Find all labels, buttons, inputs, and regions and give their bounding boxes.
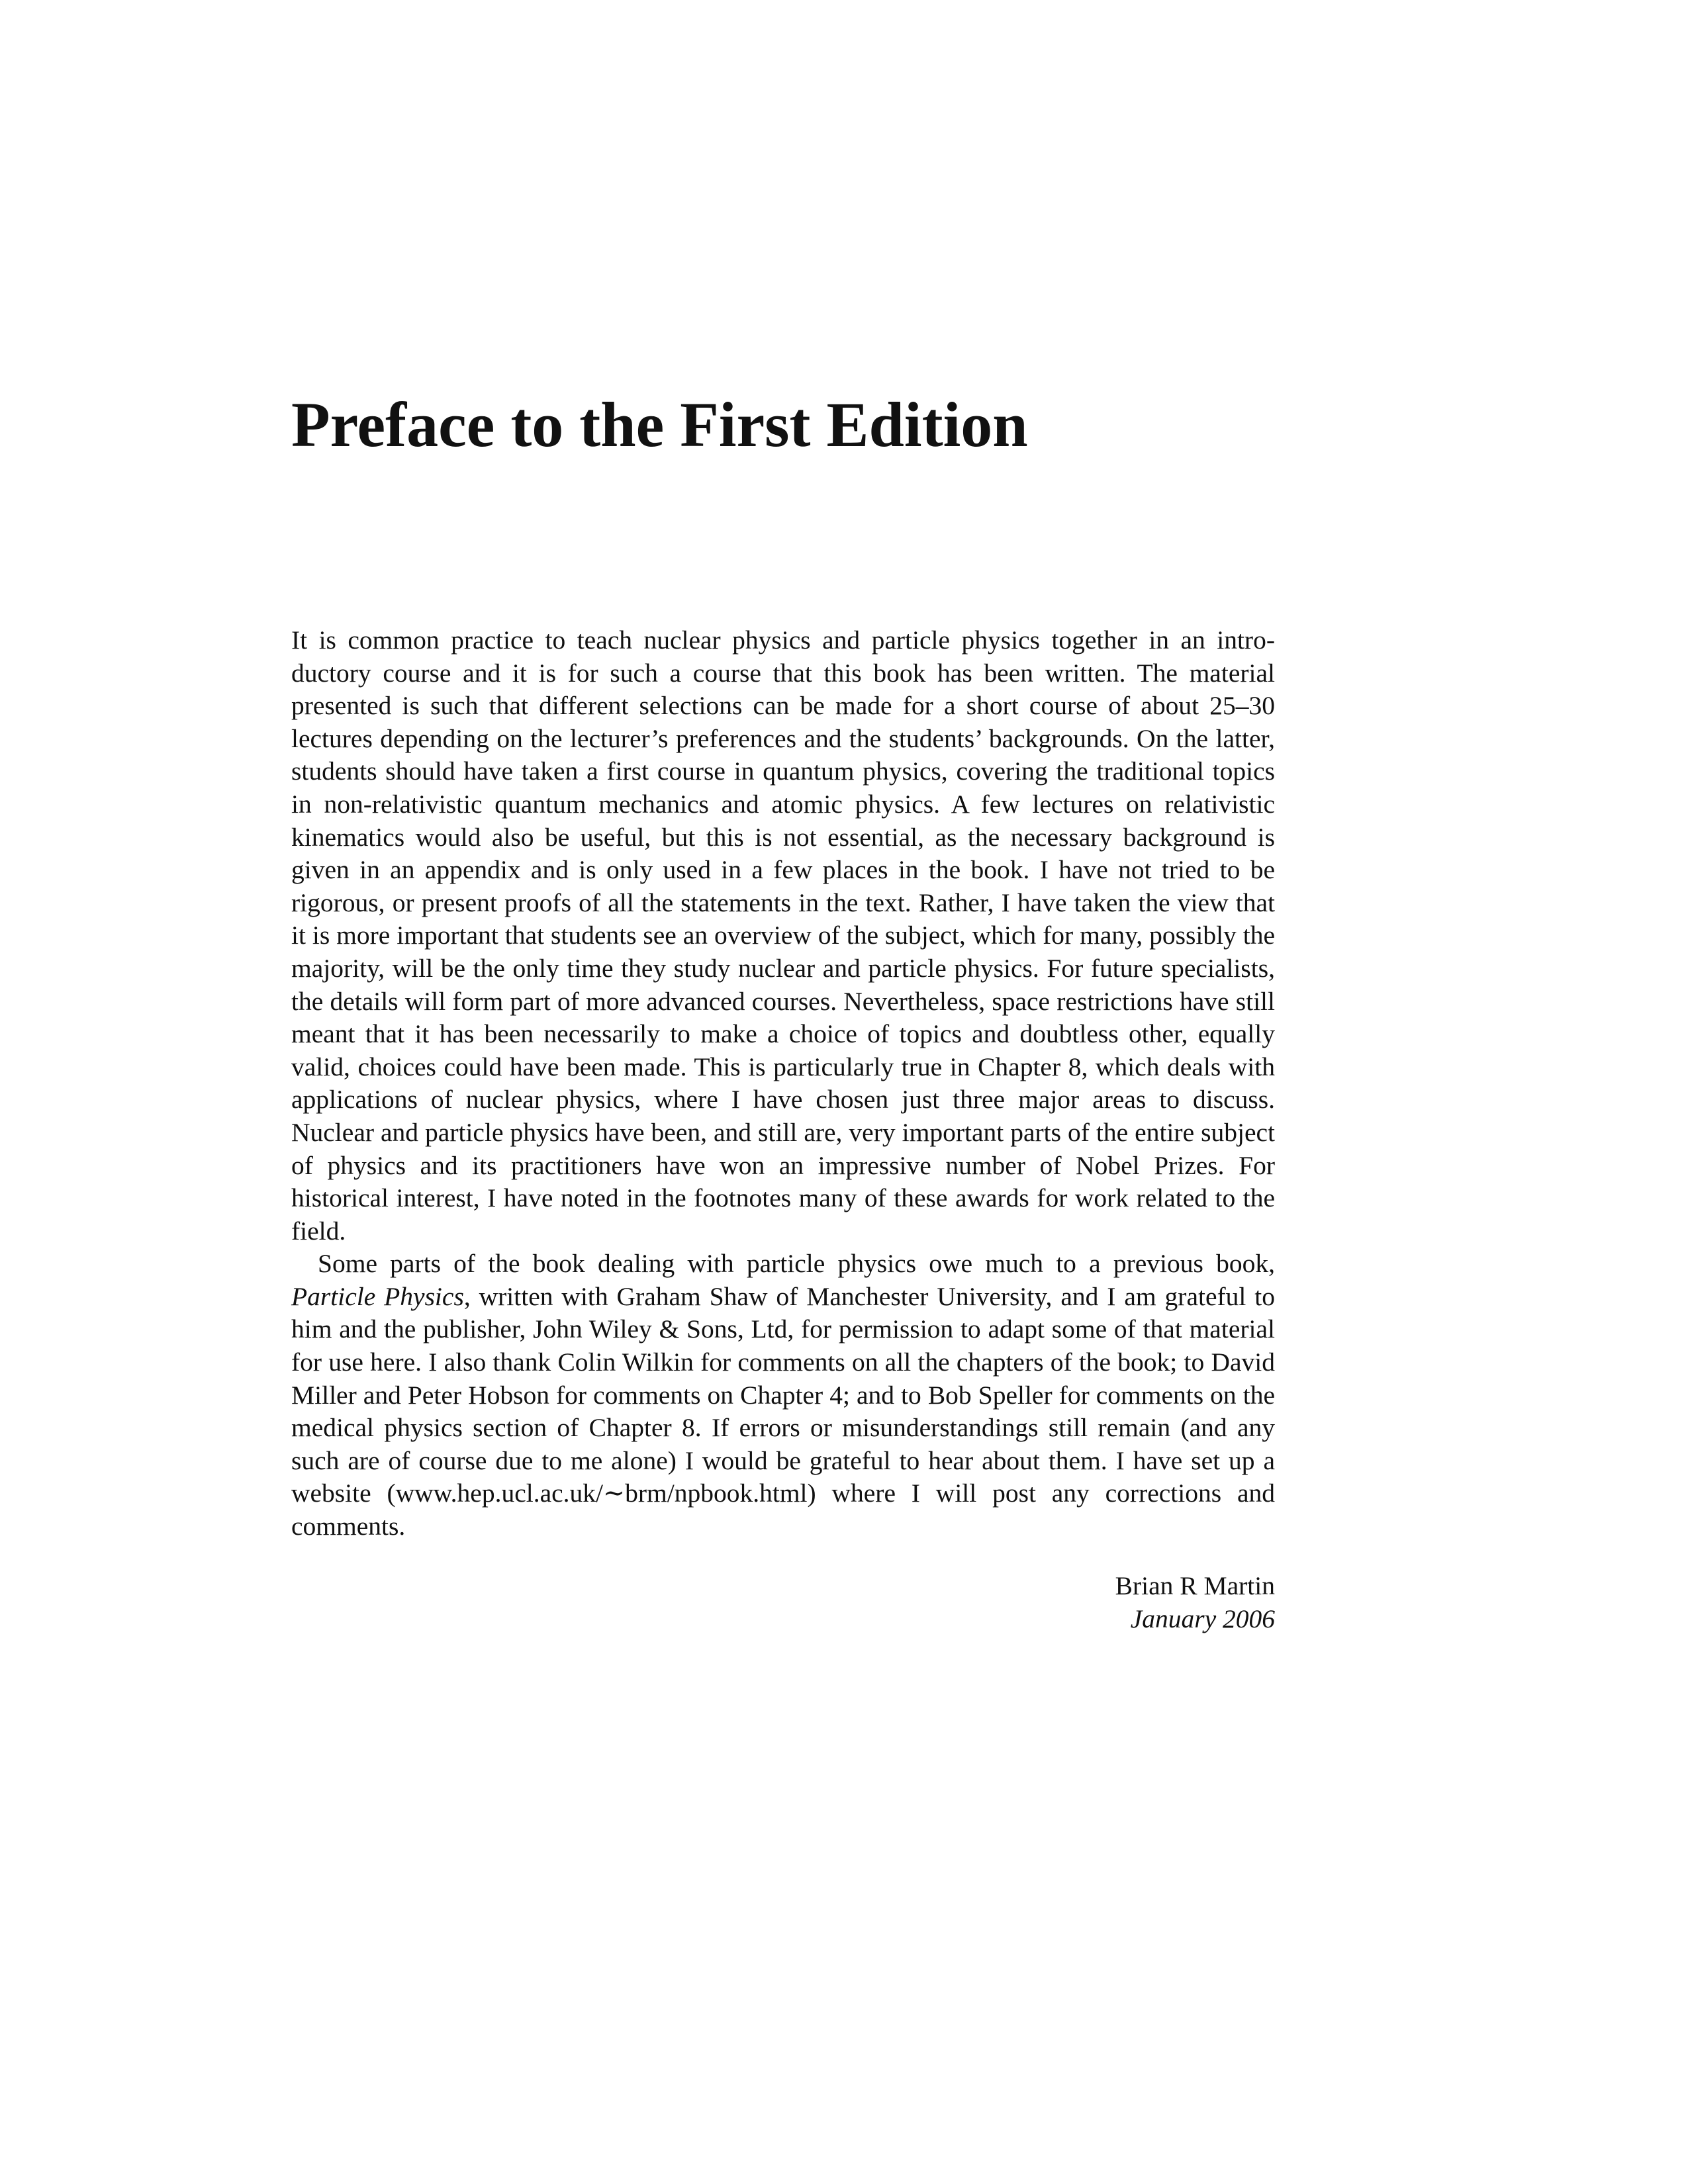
page-title: Preface to the First Edition <box>291 389 1028 460</box>
signature-block <box>944 1570 1275 1635</box>
paragraph-2-rest: , written with Graham Shaw of Manchester University, and I am grateful to him and the publisher, John Wiley & Sons, Ltd, for permission to adapt some of that material for use here. I also thank Colin Wilkin for comments on all the chapters of the book; to David Miller and Peter Hobson for comments on Chapter 4; and to Bob Speller for comments on the medical physics section of Chapter 8. If errors or misunderstandings still remain (and any such are of course due to me alone) I would be grateful to hear about them. I have set up a website (www.hep.ucl.ac.uk/∼brm/npbook.html) where I will post any corrections and comments. <box>291 1281 1276 1541</box>
author-name: Brian R Martin <box>1115 1571 1275 1600</box>
paragraph-2 <box>291 1248 1275 1543</box>
paragraph-1: It is common practice to teach nuclear physics and particle physics together in an introductory course and it is for such a course that this book has been written. The material presented is such that different selections can be made for a short course of about 25–30 lectures depending on the lecturer’s preferences and the students’ backgrounds. On the latter, students should have taken a first course in quantum physics, covering the traditional topics in non-relativistic quantum mechanics and atomic physics. A few lectures on relativistic kinematics would also be useful, but this is not essential, as the necessary background is given in an appendix and is only used in a few places in the book. I have not tried to be rigorous, or present proofs of all the statements in the text. Rather, I have taken the view that it is more important that students see an overview of the subject, which for many, possibly the majority, will be the only time they study nuclear and particle physics. For future specialists, the details will form part of more advanced courses. Nevertheless, space restrictions have still meant that it has been necessarily to make a choice of topics and doubtless other, equally valid, choices could have been made. This is particularly true in Chapter 8, which deals with applications of nuclear physics, where I have chosen just three major areas to discuss. Nuclear and particle physics have been, and still are, very important parts of the entire subject of physics and its practitioners have won an impressive number of Nobel Prizes. For historical interest, I have noted in the footnotes many of these awards for work related to the field. <box>291 625 1275 1246</box>
signature-date: January 2006 <box>1130 1604 1275 1633</box>
book-title-reference: Particle Physics <box>291 1281 464 1311</box>
preface-body <box>291 624 1275 1543</box>
paragraph-2-intro: Some parts of the book dealing with particle physics owe much to a previous book, <box>318 1249 1275 1279</box>
